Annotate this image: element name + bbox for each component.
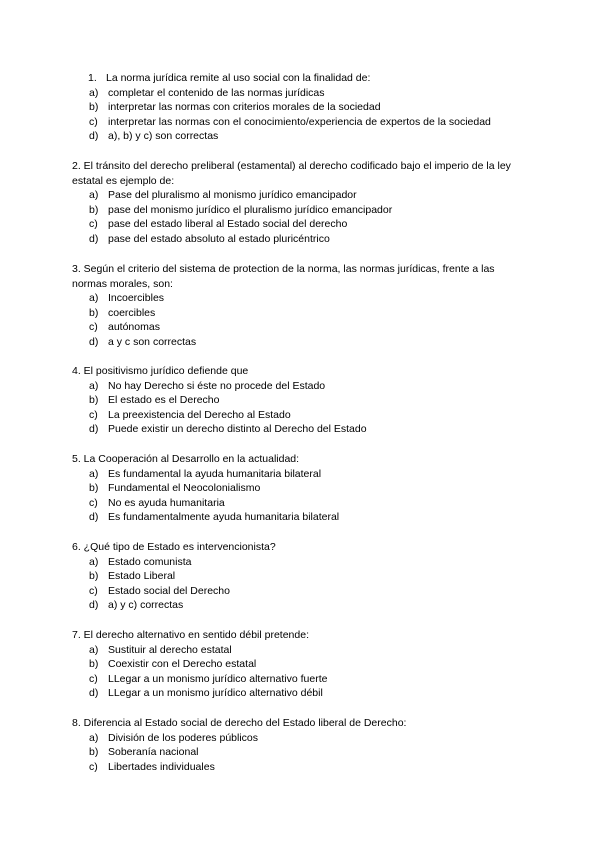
option-a: a) No hay Derecho si éste no procede del Estado: [89, 379, 326, 392]
question-8: [72, 716, 532, 774]
question-6: [72, 540, 532, 613]
question-text: 6. ¿Qué tipo de Estado es intervencionista?: [72, 541, 276, 553]
question-text: 8. Diferencia al Estado social de derecho del Estado liberal de Derecho:: [72, 717, 407, 729]
option-d: d) a y c son correctas: [89, 335, 197, 348]
option-b: b) Soberanía nacional: [89, 746, 199, 759]
option-d: d) Es fundamentalmente ayuda humanitaria bilateral: [89, 511, 340, 524]
option-a: a) Pase del pluralismo al monismo jurídico emancipador: [89, 189, 357, 202]
option-b: b) pase del monismo jurídico el pluralismo jurídico emancipador: [89, 203, 393, 216]
options-list: [72, 379, 532, 437]
option-c: c) Libertades individuales: [89, 760, 215, 773]
option-b: b) interpretar las normas con criterios morales de la sociedad: [89, 101, 381, 114]
option-c: c) pase del estado liberal al Estado social del derecho: [89, 218, 348, 231]
options-list: [72, 555, 532, 613]
option-c: c) autónomas: [89, 321, 160, 334]
options-list: [72, 467, 532, 525]
question-1: [72, 71, 532, 144]
question-7: [72, 628, 532, 701]
option-a: a) Es fundamental la ayuda humanitaria bilateral: [89, 467, 322, 480]
option-b: b) El estado es el Derecho: [89, 394, 220, 407]
option-b: b) Coexistir con el Derecho estatal: [89, 658, 257, 671]
options-list: [72, 86, 532, 144]
option-c: c) No es ayuda humanitaria: [89, 496, 225, 509]
option-c: c) Estado social del Derecho: [89, 584, 230, 597]
option-a: a) Estado comunista: [89, 555, 192, 568]
question-5: [72, 452, 532, 525]
options-list: [72, 643, 532, 701]
option-c: c) LLegar a un monismo jurídico alternativo fuerte: [89, 672, 328, 685]
option-b: b) Fundamental el Neocolonialismo: [89, 482, 261, 495]
question-text: 5. La Cooperación al Desarrollo en la actualidad:: [72, 453, 300, 465]
option-a: a) Incoercibles: [89, 292, 165, 305]
option-d: d) pase del estado absoluto al estado pluricéntrico: [89, 232, 330, 245]
option-c: c) La preexistencia del Derecho al Estado: [89, 408, 291, 421]
option-d: d) Puede existir un derecho distinto al Derecho del Estado: [89, 423, 367, 436]
option-a: a) completar el contenido de las normas jurídicas: [89, 86, 325, 99]
question-text: 1. La norma jurídica remite al uso social con la finalidad de:: [88, 72, 371, 84]
question-text: 3. Según el criterio del sistema de protection de la norma, las normas jurídicas, frente a las normas morales, son:: [72, 263, 495, 290]
option-a: a) Sustituir al derecho estatal: [89, 643, 232, 656]
options-list: [72, 731, 532, 775]
options-list: [72, 291, 532, 349]
question-text: 2. El tránsito del derecho preliberal (estamental) al derecho codificado bajo el imperio de la ley estatal es ejemplo de:: [72, 160, 511, 187]
question-3: [72, 262, 532, 350]
option-d: d) a), b) y c) son correctas: [89, 130, 219, 143]
option-d: d) LLegar a un monismo jurídico alternativo débil: [89, 687, 323, 700]
question-2: [72, 159, 532, 247]
option-b: b) coercibles: [89, 306, 156, 319]
option-a: a) División de los poderes públicos: [89, 731, 258, 744]
question-text: 7. El derecho alternativo en sentido débil pretende:: [72, 629, 309, 641]
option-b: b) Estado Liberal: [89, 570, 176, 583]
option-c: c) interpretar las normas con el conocimiento/experiencia de expertos de la sociedad: [89, 115, 491, 128]
question-text: 4. El positivismo jurídico defiende que: [72, 365, 249, 377]
question-4: [72, 364, 532, 437]
options-list: [72, 188, 532, 246]
option-d: d) a) y c) correctas: [89, 599, 184, 612]
